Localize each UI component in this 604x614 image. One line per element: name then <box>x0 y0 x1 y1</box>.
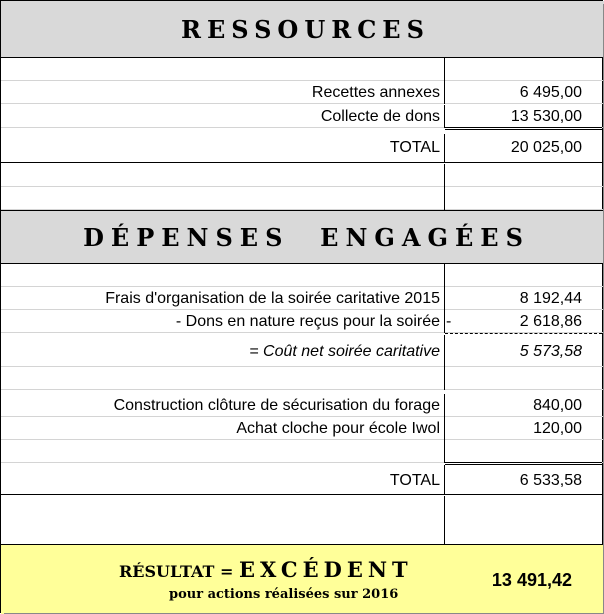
empty-row <box>1 187 604 210</box>
row-label: Frais d'organisation de la soirée caritative 2015 <box>105 290 440 307</box>
ressources-row <box>1 105 604 128</box>
row-label: Recettes annexes <box>311 84 440 101</box>
depenses-subtotal-row <box>1 335 604 367</box>
resultat-subtitle: pour actions réalisées sur 2016 <box>169 587 399 602</box>
ressources-header <box>1 1 604 57</box>
row-label: Construction clôture de sécurisation du forage <box>113 397 440 414</box>
row-label: = Coût net soirée caritative <box>249 343 440 360</box>
depenses-row <box>1 417 604 440</box>
row-value: 5 573,58 <box>519 343 582 360</box>
total-label: TOTAL <box>389 472 440 489</box>
empty-row <box>1 367 604 390</box>
row-value: 2 618,86 <box>519 313 582 330</box>
subtotal-line <box>445 333 602 334</box>
row-value: 120,00 <box>533 420 582 437</box>
resultat-prefix: RÉSULTAT = <box>119 562 239 581</box>
depenses-row <box>1 287 604 310</box>
minus-sign: - <box>446 313 452 330</box>
depenses-total-row <box>1 465 604 495</box>
empty-row <box>1 264 604 287</box>
row-value: 6 495,00 <box>519 84 582 101</box>
empty-row <box>1 496 604 544</box>
row-value: 8 192,44 <box>519 290 582 307</box>
resultat-title <box>119 557 413 582</box>
total-value: 20 025,00 <box>510 139 582 156</box>
resultat-word: EXCÉDENT <box>238 557 413 582</box>
depenses-header <box>1 211 604 263</box>
total-underline <box>445 127 602 130</box>
ressources-title: RESSOURCES <box>181 14 430 44</box>
row-value: 840,00 <box>533 397 582 414</box>
depenses-row <box>1 394 604 417</box>
total-value: 6 533,58 <box>519 472 582 489</box>
depenses-row <box>1 310 604 333</box>
row-label: Collecte de dons <box>320 108 440 125</box>
resultat-value: 13 491,42 <box>491 570 572 590</box>
row-label: Achat cloche pour école Iwol <box>236 420 440 437</box>
empty-row <box>1 440 604 463</box>
empty-row <box>1 58 604 81</box>
resultat-box <box>1 544 604 614</box>
ressources-row <box>1 81 604 104</box>
depenses-title: DÉPENSES ENGAGÉES <box>83 222 530 252</box>
ressources-total-row <box>1 134 604 163</box>
row-value: 13 530,00 <box>510 108 582 125</box>
total-label: TOTAL <box>389 139 440 156</box>
row-label: - Dons en nature reçus pour la soirée <box>175 313 440 330</box>
empty-row <box>1 164 604 187</box>
